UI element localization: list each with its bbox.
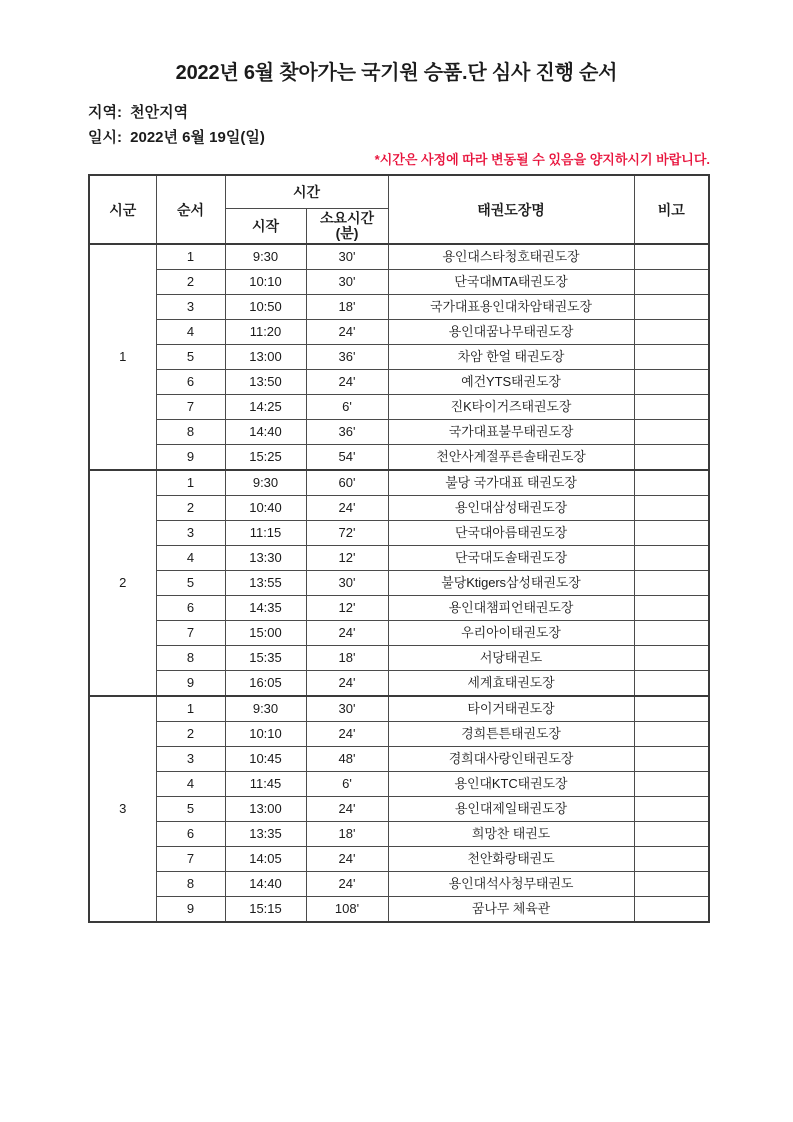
- cell-start-time: 14:05: [225, 847, 306, 872]
- cell-order: 9: [156, 445, 225, 471]
- cell-dojang-name: 용인대챔피언태권도장: [388, 596, 634, 621]
- cell-duration: 24': [306, 847, 388, 872]
- cell-dojang-name: 천안화랑태권도: [388, 847, 634, 872]
- cell-start-time: 13:30: [225, 546, 306, 571]
- cell-remarks: [634, 596, 709, 621]
- column-header-bigo: 비고: [634, 175, 709, 244]
- cell-start-time: 15:25: [225, 445, 306, 471]
- cell-start-time: 14:25: [225, 395, 306, 420]
- cell-dojang-name: 차암 한얼 태권도장: [388, 345, 634, 370]
- cell-order: 5: [156, 345, 225, 370]
- cell-start-time: 9:30: [225, 696, 306, 722]
- cell-dojang-name: 서당태권도: [388, 646, 634, 671]
- region-label: 지역:: [88, 104, 122, 121]
- cell-remarks: [634, 696, 709, 722]
- cell-duration: 6': [306, 395, 388, 420]
- duration-label-line2: (분): [335, 224, 359, 241]
- cell-start-time: 14:35: [225, 596, 306, 621]
- cell-start-time: 10:10: [225, 270, 306, 295]
- page-title: 2022년 6월 찾아가는 국기원 승품.단 심사 진행 순서: [175, 62, 618, 84]
- cell-remarks: [634, 345, 709, 370]
- cell-start-time: 13:00: [225, 345, 306, 370]
- cell-start-time: 13:00: [225, 797, 306, 822]
- cell-start-time: 11:45: [225, 772, 306, 797]
- table-row: [89, 847, 709, 872]
- cell-dojang-name: 용인대KTC태권도장: [388, 772, 634, 797]
- date-value: 2022년 6월 19일(일): [130, 129, 265, 146]
- meta-info: [88, 100, 265, 150]
- table-row: [89, 295, 709, 320]
- cell-dojang-name: 꿈나무 체육관: [388, 897, 634, 923]
- cell-remarks: [634, 872, 709, 897]
- cell-sigun: 2: [89, 470, 156, 696]
- cell-order: 6: [156, 596, 225, 621]
- cell-remarks: [634, 496, 709, 521]
- cell-start-time: 15:35: [225, 646, 306, 671]
- cell-order: 4: [156, 320, 225, 345]
- cell-order: 4: [156, 772, 225, 797]
- cell-dojang-name: 천안사계절푸른솔태권도장: [388, 445, 634, 471]
- table-row: [89, 320, 709, 345]
- cell-start-time: 9:30: [225, 470, 306, 496]
- cell-remarks: [634, 470, 709, 496]
- cell-duration: 30': [306, 244, 388, 270]
- cell-dojang-name: 예건YTS태권도장: [388, 370, 634, 395]
- cell-duration: 24': [306, 370, 388, 395]
- cell-order: 8: [156, 420, 225, 445]
- cell-dojang-name: 단국대MTA태권도장: [388, 270, 634, 295]
- cell-order: 2: [156, 496, 225, 521]
- column-header-duration: [306, 208, 388, 244]
- schedule-table: [88, 174, 710, 923]
- cell-order: 3: [156, 521, 225, 546]
- cell-remarks: [634, 897, 709, 923]
- cell-order: 2: [156, 722, 225, 747]
- cell-order: 9: [156, 671, 225, 697]
- cell-remarks: [634, 671, 709, 697]
- cell-duration: 60': [306, 470, 388, 496]
- cell-order: 3: [156, 295, 225, 320]
- cell-duration: 18': [306, 295, 388, 320]
- cell-start-time: 10:45: [225, 747, 306, 772]
- table-row: [89, 370, 709, 395]
- cell-duration: 108': [306, 897, 388, 923]
- cell-start-time: 14:40: [225, 872, 306, 897]
- cell-dojang-name: 경희튼튼태권도장: [388, 722, 634, 747]
- table-row: [89, 722, 709, 747]
- cell-duration: 30': [306, 696, 388, 722]
- cell-order: 2: [156, 270, 225, 295]
- table-header: [89, 175, 709, 244]
- cell-dojang-name: 불당 국가대표 태권도장: [388, 470, 634, 496]
- cell-start-time: 15:00: [225, 621, 306, 646]
- cell-start-time: 10:50: [225, 295, 306, 320]
- cell-duration: 6': [306, 772, 388, 797]
- cell-duration: 12': [306, 546, 388, 571]
- table-row: [89, 872, 709, 897]
- cell-start-time: 13:35: [225, 822, 306, 847]
- cell-order: 1: [156, 470, 225, 496]
- cell-dojang-name: 용인대제일태권도장: [388, 797, 634, 822]
- cell-order: 8: [156, 646, 225, 671]
- cell-dojang-name: 단국대도솔태권도장: [388, 546, 634, 571]
- cell-start-time: 14:40: [225, 420, 306, 445]
- table-row: [89, 696, 709, 722]
- cell-order: 7: [156, 847, 225, 872]
- cell-dojang-name: 진K타이거즈태권도장: [388, 395, 634, 420]
- column-header-dojang: 태권도장명: [388, 175, 634, 244]
- header-row-1: [89, 175, 709, 208]
- cell-duration: 48': [306, 747, 388, 772]
- schedule-table-wrapper: [88, 174, 708, 923]
- cell-duration: 18': [306, 646, 388, 671]
- cell-duration: 30': [306, 270, 388, 295]
- cell-start-time: 16:05: [225, 671, 306, 697]
- cell-remarks: [634, 521, 709, 546]
- cell-duration: 18': [306, 822, 388, 847]
- cell-order: 4: [156, 546, 225, 571]
- cell-order: 5: [156, 797, 225, 822]
- cell-start-time: 15:15: [225, 897, 306, 923]
- table-row: [89, 244, 709, 270]
- cell-start-time: 13:50: [225, 370, 306, 395]
- cell-remarks: [634, 772, 709, 797]
- cell-remarks: [634, 320, 709, 345]
- cell-remarks: [634, 747, 709, 772]
- cell-order: 7: [156, 621, 225, 646]
- cell-duration: 54': [306, 445, 388, 471]
- cell-remarks: [634, 445, 709, 471]
- cell-duration: 12': [306, 596, 388, 621]
- column-header-sunseo: 순서: [156, 175, 225, 244]
- cell-sigun: 1: [89, 244, 156, 470]
- cell-order: 7: [156, 395, 225, 420]
- cell-duration: 24': [306, 722, 388, 747]
- cell-duration: 24': [306, 797, 388, 822]
- table-row: [89, 571, 709, 596]
- cell-duration: 24': [306, 872, 388, 897]
- cell-start-time: 11:15: [225, 521, 306, 546]
- cell-dojang-name: 국가대표용인대차암태권도장: [388, 295, 634, 320]
- cell-remarks: [634, 295, 709, 320]
- cell-duration: 72': [306, 521, 388, 546]
- cell-duration: 24': [306, 320, 388, 345]
- cell-dojang-name: 불당Ktigers삼성태권도장: [388, 571, 634, 596]
- table-row: [89, 621, 709, 646]
- cell-order: 8: [156, 872, 225, 897]
- cell-order: 9: [156, 897, 225, 923]
- schedule-change-notice: *시간은 사정에 따라 변동될 수 있음을 양지하시기 바랍니다.: [374, 152, 710, 167]
- cell-order: 1: [156, 696, 225, 722]
- table-row: [89, 747, 709, 772]
- cell-remarks: [634, 244, 709, 270]
- cell-remarks: [634, 797, 709, 822]
- cell-remarks: [634, 822, 709, 847]
- cell-dojang-name: 타이거태권도장: [388, 696, 634, 722]
- cell-order: 6: [156, 370, 225, 395]
- column-header-start: 시작: [225, 208, 306, 244]
- cell-dojang-name: 단국대아름태권도장: [388, 521, 634, 546]
- cell-remarks: [634, 571, 709, 596]
- cell-dojang-name: 용인대스타청호태권도장: [388, 244, 634, 270]
- cell-order: 5: [156, 571, 225, 596]
- table-body: [89, 244, 709, 922]
- cell-dojang-name: 세계효태권도장: [388, 671, 634, 697]
- cell-duration: 24': [306, 621, 388, 646]
- table-row: [89, 420, 709, 445]
- date-label: 일시:: [88, 129, 122, 146]
- duration-label-line1: 소요시간: [319, 209, 375, 226]
- cell-remarks: [634, 420, 709, 445]
- cell-dojang-name: 희망찬 태권도: [388, 822, 634, 847]
- table-row: [89, 445, 709, 471]
- table-row: [89, 797, 709, 822]
- cell-duration: 24': [306, 496, 388, 521]
- cell-duration: 30': [306, 571, 388, 596]
- cell-dojang-name: 용인대삼성태권도장: [388, 496, 634, 521]
- table-row: [89, 596, 709, 621]
- cell-start-time: 11:20: [225, 320, 306, 345]
- cell-dojang-name: 국가대표불무태권도장: [388, 420, 634, 445]
- cell-start-time: 10:40: [225, 496, 306, 521]
- column-header-sigun: 시군: [89, 175, 156, 244]
- cell-duration: 24': [306, 671, 388, 697]
- table-row: [89, 496, 709, 521]
- column-header-sigan: 시간: [225, 175, 388, 208]
- region-line: [88, 100, 265, 125]
- cell-remarks: [634, 395, 709, 420]
- cell-remarks: [634, 370, 709, 395]
- cell-remarks: [634, 722, 709, 747]
- cell-dojang-name: 용인대석사청무태권도: [388, 872, 634, 897]
- table-row: [89, 521, 709, 546]
- cell-remarks: [634, 847, 709, 872]
- cell-order: 3: [156, 747, 225, 772]
- cell-start-time: 9:30: [225, 244, 306, 270]
- cell-dojang-name: 우리아이태권도장: [388, 621, 634, 646]
- table-row: [89, 772, 709, 797]
- cell-order: 6: [156, 822, 225, 847]
- cell-remarks: [634, 270, 709, 295]
- region-value: 천안지역: [130, 104, 189, 121]
- cell-sigun: 3: [89, 696, 156, 922]
- table-row: [89, 395, 709, 420]
- cell-start-time: 10:10: [225, 722, 306, 747]
- cell-remarks: [634, 546, 709, 571]
- cell-duration: 36': [306, 345, 388, 370]
- cell-dojang-name: 경희대사랑인태권도장: [388, 747, 634, 772]
- cell-dojang-name: 용인대꿈나무태권도장: [388, 320, 634, 345]
- table-row: [89, 470, 709, 496]
- table-row: [89, 270, 709, 295]
- date-line: [88, 125, 265, 150]
- table-row: [89, 671, 709, 697]
- cell-remarks: [634, 646, 709, 671]
- cell-remarks: [634, 621, 709, 646]
- cell-order: 1: [156, 244, 225, 270]
- table-row: [89, 897, 709, 923]
- table-row: [89, 822, 709, 847]
- table-row: [89, 345, 709, 370]
- cell-start-time: 13:55: [225, 571, 306, 596]
- cell-duration: 36': [306, 420, 388, 445]
- table-row: [89, 546, 709, 571]
- table-row: [89, 646, 709, 671]
